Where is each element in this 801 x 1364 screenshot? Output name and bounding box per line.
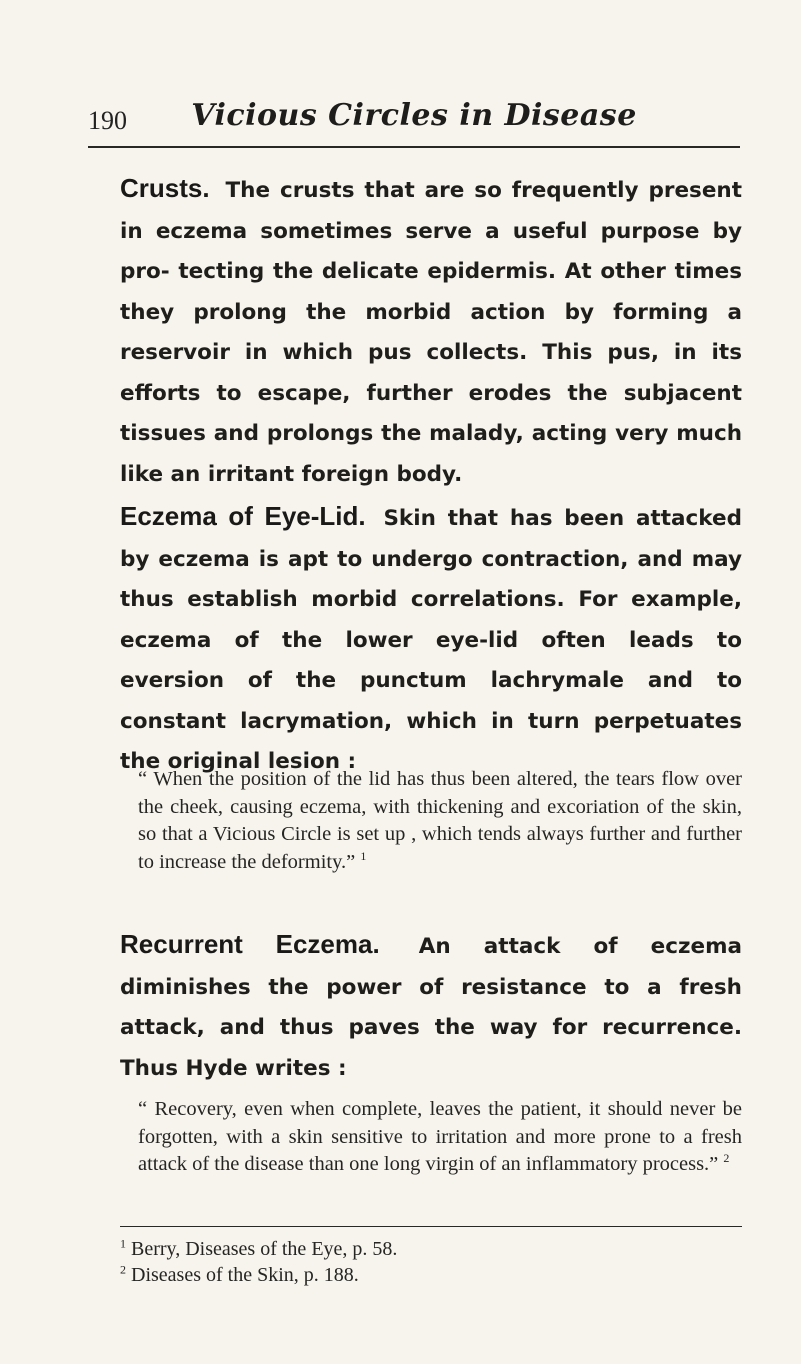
block-quote-berry (138, 766, 742, 876)
section-crusts (120, 168, 742, 495)
section-heading: Recurrent Eczema. (120, 929, 380, 959)
footnote (120, 1236, 742, 1262)
footnote-text: Diseases of the Skin, p. 188. (131, 1264, 359, 1286)
section-eczema-of-eye-lid (120, 496, 742, 783)
page-number: 190 (88, 106, 127, 135)
quote-text: “ Recovery, even when complete, leaves the patient, it should never be forgotten, with a skin sensitive to irritation and more prone to a fresh attack of the disease than one long virgin of an inflammatory process.” (138, 1098, 742, 1175)
footnote (120, 1262, 742, 1288)
section-text: An attack of eczema diminishes the power of resistance to a fresh attack, and thus paves the way for recurrence. Thus Hyde writes : (120, 934, 742, 1081)
section-recurrent-eczema (120, 924, 742, 1089)
footnote-ref: 2 (723, 1151, 730, 1166)
section-heading: Eczema of Eye-Lid. (120, 501, 366, 531)
section-text: The crusts that are so frequently present in eczema sometimes serve a useful purpose by pro- tecting the delicate epidermis. At other times they prolong the morbid action by forming a reservoir in which pus collects. This pus, in its efforts to escape, further erodes the subjacent tissues and prolongs the malady, acting very much like an irritant foreign body. (120, 178, 742, 487)
paragraph-recurrent (120, 924, 742, 1089)
quote-text: “ When the position of the lid has thus been altered, the tears flow over the cheek, causing eczema, with thickening and excoriation of the skin, so that a Vicious Circle is set up , which tends always further and further to increase the deformity.” (138, 768, 742, 873)
running-head (88, 98, 740, 148)
footnote-ref: 1 (360, 848, 367, 863)
footnotes (120, 1236, 742, 1288)
running-title: Vicious Circles in Disease (191, 98, 637, 133)
footnote-mark: 2 (120, 1262, 126, 1277)
footnote-mark: 1 (120, 1236, 126, 1251)
footnote-text: Berry, Diseases of the Eye, p. 58. (131, 1238, 398, 1260)
paragraph-crusts (120, 168, 742, 495)
paragraph-eye-lid (120, 496, 742, 783)
block-quote-hyde (138, 1096, 742, 1179)
section-heading: Crusts. (120, 173, 210, 203)
section-text: Skin that has been attacked by eczema is apt to undergo contraction, and may thus establish morbid correlations. For example, eczema of the lower eye-lid often leads to eversion of the punctum lachrymale and to constant lacrymation, which in turn perpetuates the original lesion : (120, 506, 742, 774)
footnote-divider (120, 1226, 742, 1227)
